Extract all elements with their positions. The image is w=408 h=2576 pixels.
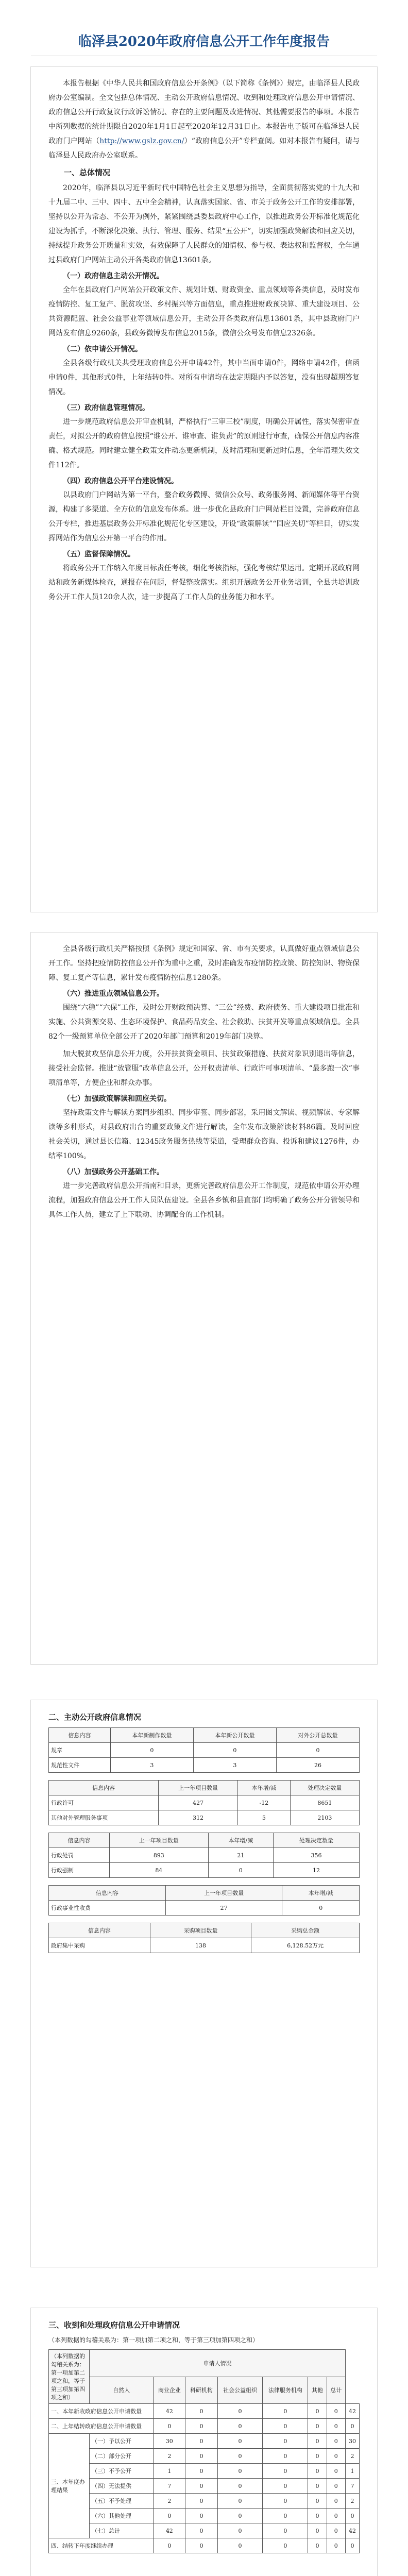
table-cell: 0 [308, 2404, 327, 2419]
table-cell: 0 [217, 2449, 263, 2464]
table-row [49, 1795, 360, 1810]
table-cell: （四）无法提供 [90, 2479, 154, 2494]
table-cell: 0 [308, 2464, 327, 2479]
table-cell: 6,128.52万元 [251, 1938, 360, 1953]
table-cell: 0 [185, 2404, 217, 2419]
table-cell: 0 [327, 2479, 345, 2494]
sub-paragraph-1: 全年在县政府门户网站公开政策文件、规划计划、财政资金、重点领域等各类信息，及时发布疫情防控、复工复产、脱贫攻坚、乡村振兴等方面信息，重点推进财政预决算、重大建设项目、公共资源配置、社会公益事业等领域信息公开，主动公开各类政府信息13601条，其中县政府门户网站发布信息9260条，县政务微博发布信息2015条，微信公众号发布信息2326条。 [48, 286, 360, 337]
table-header-cell: 本年新制作数量 [110, 1728, 193, 1743]
table-row [49, 2538, 360, 2553]
table-header-cell: 科研机构 [185, 2377, 217, 2404]
table-cell: 30 [154, 2434, 185, 2449]
table-row [49, 1810, 360, 1825]
table-regulations [48, 1727, 360, 1773]
table-cell: 2103 [290, 1810, 359, 1825]
table-cell: 0 [327, 2494, 345, 2509]
table-header-cell: （本列数据的勾稽关系为：第一项加第二项之和，等于第三项加第四项之和） [49, 2350, 90, 2404]
table-cell: 26 [276, 1758, 359, 1773]
table-cell: 0 [327, 2419, 345, 2434]
table-cell: 0 [263, 2464, 308, 2479]
table-header-cell: 本年新公开数量 [193, 1728, 276, 1743]
table-cell: 2 [154, 2449, 185, 2464]
table-header-cell: 信息内容 [49, 1781, 159, 1795]
table-cell: 0 [327, 2464, 345, 2479]
table-header-cell: 总计 [327, 2377, 345, 2404]
table-cell: 0 [217, 2538, 263, 2553]
section-applications [31, 2308, 377, 2576]
table-cell: 8651 [290, 1795, 359, 1810]
table-cell: 138 [150, 1938, 251, 1953]
table-cell: 规范性文件 [49, 1758, 111, 1773]
table-cell: 0 [208, 1863, 273, 1878]
table-cell: 0 [263, 2494, 308, 2509]
table-cell: 30 [345, 2434, 359, 2449]
table-header-cell: 申请人情况 [90, 2350, 346, 2377]
table-cell: 0 [308, 2494, 327, 2509]
table-cell: 0 [154, 2419, 185, 2434]
table-cell: 0 [185, 2434, 217, 2449]
table-cell: 427 [159, 1795, 238, 1810]
table-cell: 行政强制 [49, 1863, 110, 1878]
table-cell: 893 [110, 1848, 209, 1863]
table-cell: 0 [217, 2494, 263, 2509]
cont-heading-1: （六）推进重点领域信息公开。 [63, 990, 164, 998]
cont-paragraph-3: 加大脱贫攻坚信息公开力度，公开扶贫资金项目、扶贫政策措施、扶贫对象识别退出等信息，接受社会监督。推进“放管服”改革信息公开，公开权责清单、行政许可事项清单、“最多跑一次”事项清单等，方便企业和群众办事。 [48, 1050, 360, 1087]
table-header-cell: 本年增/减 [238, 1781, 291, 1795]
table-row [49, 1863, 360, 1878]
table-row [49, 1938, 360, 1953]
table-cell: 42 [154, 2523, 185, 2538]
table-cell: （二）部分公开 [90, 2449, 154, 2464]
table-cell: 0 [110, 1743, 193, 1758]
table-applications [48, 2349, 360, 2553]
sub-paragraph-2: 全县各级行政机关共受理政府信息公开申请42件，其中当面申请0件，网络申请42件，信函申请0件，其他形式0件，上年结转0件。对所有申请均在法定期限内予以答复，没有出现超期答复情况。 [48, 359, 360, 396]
table-cell: 0 [263, 2479, 308, 2494]
table-cell: 行政处罚 [49, 1848, 110, 1863]
table-header-cell: 信息内容 [49, 1886, 166, 1901]
table-header-cell: 处理决定数量 [273, 1833, 359, 1848]
table-row [49, 2464, 360, 2479]
table-header-cell: 上一年项目数量 [159, 1781, 238, 1795]
table-cell: 0 [185, 2523, 217, 2538]
table-cell: 政府集中采购 [49, 1938, 150, 1953]
table-cell: 42 [345, 2523, 359, 2538]
table-cell: 0 [263, 2538, 308, 2553]
table-cell: 2 [154, 2494, 185, 2509]
table-cell: 行政许可 [49, 1795, 159, 1810]
table-row [49, 2449, 360, 2464]
cont-heading-3: （八）加强政务公开基础工作。 [63, 1168, 164, 1176]
table-header-cell: 对外公开总数量 [276, 1728, 359, 1743]
table-cell: （七）总计 [90, 2523, 154, 2538]
table-cell: 0 [327, 2523, 345, 2538]
cont-paragraph-5: 进一步完善政府信息公开指南和目录，更新完善政府信息公开工作制度，规范依申请公开办理流程，加强政府信息公开工作人员队伍建设。全县各乡镇和县直部门均明确了政务公开分管领导和具体工作人员，建立了上下联动、协调配合的工作机制。 [48, 1182, 360, 1219]
table-header-cell: 本年增/减 [208, 1833, 273, 1848]
table-cell: 12 [273, 1863, 359, 1878]
table-cell: 0 [154, 2509, 185, 2523]
table-row [49, 1743, 360, 1758]
table-header-cell: 本年增/减 [282, 1886, 360, 1901]
table-header-row [49, 2350, 360, 2377]
table-cell: 7 [154, 2479, 185, 2494]
table-cell: 0 [263, 2434, 308, 2449]
table-cell: 0 [263, 2404, 308, 2419]
section-overview [31, 67, 377, 912]
section-overview-continued [31, 933, 377, 1664]
table-cell: -12 [238, 1795, 291, 1810]
table-cell: 0 [345, 2538, 359, 2553]
table-cell: （三）不予公开 [90, 2464, 154, 2479]
table-row [49, 2494, 360, 2509]
table-cell: 0 [327, 2538, 345, 2553]
table-cell: 0 [217, 2523, 263, 2538]
table-row [49, 2509, 360, 2523]
sub-paragraph-5: 将政务公开工作纳入年度目标责任考核，细化考核指标，强化考核结果运用。定期开展政府网站和政务新媒体检查，通报存在问题，督促整改落实。组织开展政务公开业务培训，全县共培训政务公开工作人员120余人次，进一步提高了工作人员的业务能力和水平。 [48, 564, 360, 601]
table-cell: 0 [185, 2494, 217, 2509]
table-header-cell: 信息内容 [49, 1833, 110, 1848]
table-cell: 0 [327, 2449, 345, 2464]
table-cell: 3 [193, 1758, 276, 1773]
applications-note: （本列数据的勾稽关系为：第一项加第二项之和，等于第三项加第四项之和） [48, 2336, 259, 2344]
table-procurement [48, 1923, 360, 1953]
table-header-cell: 法律服务机构 [263, 2377, 308, 2404]
table-cell: 0 [327, 2404, 345, 2419]
table-row [49, 2434, 360, 2449]
table-row [49, 2419, 360, 2434]
table-cell: 312 [159, 1810, 238, 1825]
section-proactive-disclosure [31, 1700, 377, 2267]
table-cell: 0 [217, 2509, 263, 2523]
table-header-cell: 商业企业 [154, 2377, 185, 2404]
page-title: 临泽县2020年政府信息公开工作年度报告 [78, 34, 330, 49]
table-cell: 0 [193, 1743, 276, 1758]
table-cell: 42 [345, 2404, 359, 2419]
table-fees [48, 1885, 360, 1916]
table-header-row [49, 2377, 360, 2404]
table-cell: 0 [185, 2419, 217, 2434]
table-cell: 0 [185, 2449, 217, 2464]
table-cell: 0 [185, 2538, 217, 2553]
table-cell: 2 [345, 2494, 359, 2509]
table-cell: 0 [263, 2523, 308, 2538]
table-cell: 0 [308, 2479, 327, 2494]
table-cell: 21 [208, 1848, 273, 1863]
table-cell: 3 [110, 1758, 193, 1773]
table-cell: 0 [217, 2434, 263, 2449]
intro-paragraph: 本报告根据《中华人民共和国政府信息公开条例》（以下简称《条例》）规定，由临泽县人民政府办公室编制。全文包括总体情况、主动公开政府信息情况、收到和处理政府信息公开申请情况、政府信息公开行政复议行政诉讼情况、存在的主要问题及改进情况、其他需要报告的事项。本报告中所列数据的统计期限自2020年1月1日起至2020年12月31日止。本报告电子版可在临泽县人民政府门户网站（http://www.gslz.gov.cn/）“政府信息公开”专栏查阅。如对本报告有疑问，请与临泽县人民政府办公室联系。 [48, 79, 360, 160]
table-header-cell: 采购项目数量 [150, 1923, 251, 1938]
cont-paragraph-4: 坚持政策文件与解读方案同步组织、同步审签、同步部署，采用图文解读、视频解读、专家解读等多种形式，对县政府出台的重要政策文件进行解读，全年发布政策解读材料86篇。及时回应社会关切，通过县长信箱、12345政务服务热线等渠道，受理群众咨询、投诉和建议1276件，办结率100%。 [48, 1109, 360, 1160]
table-cell: 0 [263, 2509, 308, 2523]
table-cell: 0 [154, 2538, 185, 2553]
table-licensing [48, 1780, 360, 1825]
table-cell: 0 [282, 1901, 360, 1916]
table-row [49, 2479, 360, 2494]
overview-paragraph: 2020年，临泽县以习近平新时代中国特色社会主义思想为指导，全面贯彻落实党的十九大和十九届二中、三中、四中、五中全会精神，认真落实国家、省、市关于政务公开工作的安排部署，坚持以公开为常态、不公开为例外，紧紧围绕县委县政府中心工作，以推进政务公开标准化规范化建设为抓手，不断深化决策、执行、管理、服务、结果“五公开”，切实加强政策解读和回应关切，持续提升政务公开质量和实效，有效保障了人民群众的知情权、参与权、表达权和监督权，全年通过县政府门户网站主动公开各类政府信息13601条。 [48, 184, 360, 264]
table-cell: 0 [345, 2509, 359, 2523]
table-cell: 0 [276, 1743, 359, 1758]
table-cell: 1 [154, 2464, 185, 2479]
table-cell: 规章 [49, 1743, 111, 1758]
table-header-cell: 社会公益组织 [217, 2377, 263, 2404]
table-cell: 0 [345, 2419, 359, 2434]
sub-paragraph-3: 进一步规范政府信息公开审查机制，严格执行“三审三校”制度，明确公开属性，落实保密审查责任，对拟公开的政府信息按照“谁公开、谁审查、谁负责”的原则进行审查，确保公开信息内容准确、格式规范。同时建立健全政策文件动态更新机制，及时清理和更新过时信息，全年清理失效文件112件。 [48, 418, 360, 469]
table-cell: 0 [263, 2449, 308, 2464]
table-cell: 0 [217, 2419, 263, 2434]
sub-heading-1: （一）政府信息主动公开情况。 [63, 272, 164, 280]
table-penalties [48, 1833, 360, 1878]
table-header-cell: 采购总金额 [251, 1923, 360, 1938]
table-header-cell: 上一年项目数量 [165, 1886, 282, 1901]
table-cell: （一）予以公开 [90, 2434, 154, 2449]
table-cell: 0 [327, 2509, 345, 2523]
applications-heading: 三、收到和处理政府信息公开申请情况 [48, 2320, 180, 2330]
table-cell: 0 [185, 2464, 217, 2479]
table-cell: 0 [308, 2434, 327, 2449]
table-cell: 一、本年新收政府信息公开申请数量 [49, 2404, 154, 2419]
table-cell: 其他对外管理服务事项 [49, 1810, 159, 1825]
sub-heading-2: （二）依申请公开情况。 [63, 345, 142, 353]
table-cell: 7 [345, 2479, 359, 2494]
table-cell: 42 [154, 2404, 185, 2419]
table-row [49, 2404, 360, 2419]
table-cell: 0 [308, 2449, 327, 2464]
table-cell: 0 [185, 2509, 217, 2523]
sub-heading-5: （五）监督保障情况。 [63, 550, 135, 558]
table-cell: 0 [263, 2419, 308, 2434]
table-row [49, 1848, 360, 1863]
cont-paragraph-2: 围绕“六稳”“六保”工作，及时公开财政预决算、“三公”经费、政府债务、重大建设项目批准和实施、公共资源交易、生态环境保护、食品药品安全、社会救助、扶贫开发等重点领域信息。全县82个一级预算单位全部公开了2020年部门预算和2019年部门决算。 [48, 1004, 360, 1041]
table-cell: 0 [308, 2509, 327, 2523]
table-cell: 0 [217, 2479, 263, 2494]
cont-heading-2: （七）加强政策解读和回应关切。 [63, 1095, 171, 1103]
table-cell: 5 [238, 1810, 291, 1825]
table-cell: 356 [273, 1848, 359, 1863]
table-cell: （五）不予处理 [90, 2494, 154, 2509]
table-header-cell: 其他 [308, 2377, 327, 2404]
table-row [49, 2523, 360, 2538]
table-header-cell: 信息内容 [49, 1923, 150, 1938]
cont-paragraph-1: 全县各级行政机关严格按照《条例》规定和国家、省、市有关要求，认真做好重点领域信息公开工作。坚持把疫情防控信息公开作为重中之重，及时准确发布疫情防控政策、防控知识、物资保障、复工复产等信息，累计发布疫情防控信息1280条。 [48, 945, 360, 982]
table-header-cell: 处理决定数量 [290, 1781, 359, 1795]
table-cell: 84 [110, 1863, 209, 1878]
table-cell: （六）其他处理 [90, 2509, 154, 2523]
table-cell: 0 [217, 2464, 263, 2479]
table-row [49, 1758, 360, 1773]
table-cell: 二、上年结转政府信息公开申请数量 [49, 2419, 154, 2434]
table-header-cell: 自然人 [90, 2377, 154, 2404]
table-cell: 四、结转下年度继续办理 [49, 2538, 154, 2553]
table-cell: 1 [345, 2464, 359, 2479]
table-cell: 行政事业性收费 [49, 1901, 166, 1916]
table-cell: 0 [327, 2434, 345, 2449]
proactive-heading: 二、主动公开政府信息情况 [48, 1713, 142, 1722]
table-header-cell: 信息内容 [49, 1728, 111, 1743]
table-header-cell: 上一年项目数量 [110, 1833, 209, 1848]
table-cell: 0 [308, 2419, 327, 2434]
sub-paragraph-4: 以县政府门户网站为第一平台，整合政务微博、微信公众号、政务服务网、新闻媒体等平台资源，构建了多渠道、全方位的信息发布体系。进一步优化县政府门户网站栏目设置，完善政府信息公开专栏，推进基层政务公开标准化规范化专区建设，开设“政策解读”“回应关切”等栏目，切实发挥网站作为信息公开第一平台的作用。 [48, 491, 360, 543]
table-cell: 2 [345, 2449, 359, 2464]
overview-heading: 一、总体情况 [64, 168, 111, 177]
table-row [49, 1901, 360, 1916]
website-link[interactable]: http://www.gslz.gov.cn/ [99, 137, 184, 145]
sub-heading-4: （四）政府信息公开平台建设情况。 [63, 477, 178, 485]
table-cell: 0 [308, 2538, 327, 2553]
table-cell: 0 [217, 2404, 263, 2419]
table-cell: 0 [308, 2523, 327, 2538]
table-cell: 0 [185, 2479, 217, 2494]
table-row-group: 三、本年度办理结果 [49, 2434, 90, 2538]
table-cell: 27 [165, 1901, 282, 1916]
sub-heading-3: （三）政府信息管理情况。 [63, 404, 149, 412]
